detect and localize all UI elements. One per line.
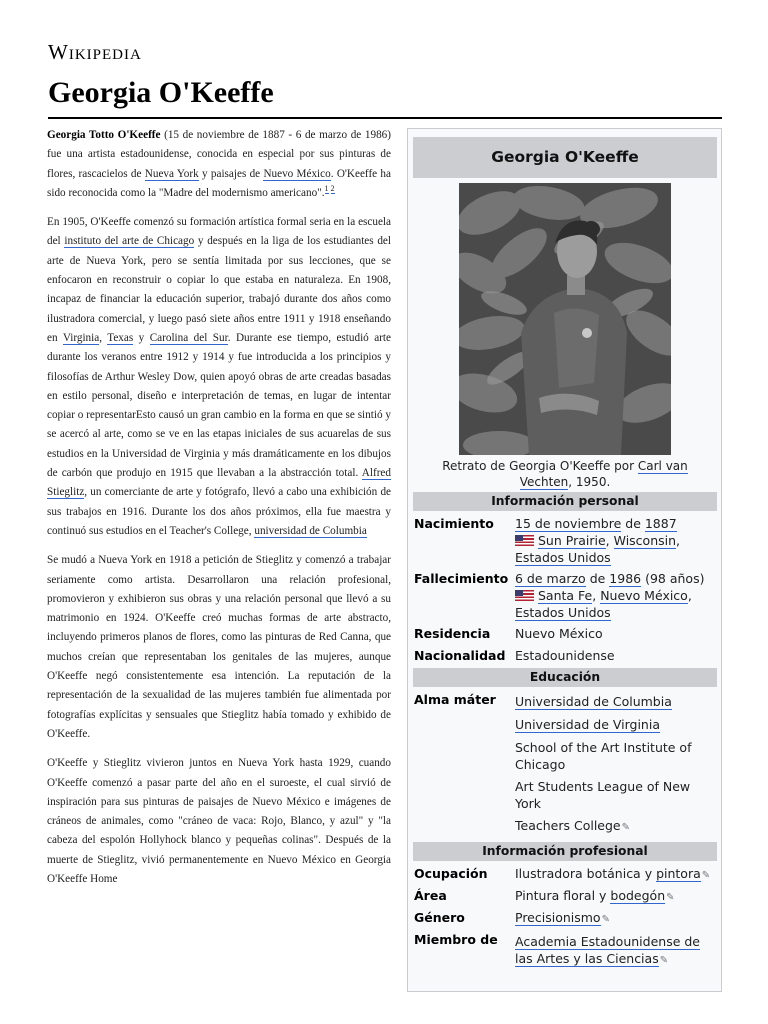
text: , [592,588,601,603]
title-divider [48,117,722,119]
label-nacionalidad: Nacionalidad [414,648,506,663]
text: Pintura floral y [515,888,611,903]
link-wisconsin[interactable]: Wisconsin [613,533,677,548]
edit-pencil-icon[interactable]: ✎ [666,892,675,903]
portrait-photo-graphic [459,183,671,455]
alma-mater-item [515,693,715,710]
paragraph-intro [47,126,391,203]
text: , [676,533,681,548]
value-nacionalidad: Estadounidense [515,648,615,663]
link-carl-van-vechten[interactable]: Carl van Vechten [519,459,688,489]
reference-1[interactable]: 1 [324,184,329,194]
link-universidad-columbia[interactable]: universidad de Columbia [254,524,367,537]
text: . Durante ese tiempo, estudió arte durante los veranos entre 1912 y 1914 y fue introducida a los principios y filosofías de Arthur Wesley Dow, quien apoyó obras de arte creadas basadas en estilo personal, diseño e interpretación de temas, en lugar de intentar copiar o representarEsto causó un gran cambio en la forma en que se sintió y se acercó al arte, como se ve en las etapas iniciales de sus acuarelas de sus estudios en la Universidad de Virginia y más dramáticamente en los dibujos de carbón que produjo en 1915 que llevaban a la abstracción total. [47,331,391,480]
text: y [133,331,150,344]
edit-pencil-icon[interactable]: ✎ [701,870,711,881]
text: , [687,588,692,603]
subject-name: Georgia Totto O'Keeffe [47,129,161,141]
label-area: Área [414,888,447,903]
link-nueva-york[interactable]: Nueva York [144,167,199,180]
link-alfred-stieglitz[interactable]: Alfred Stieglitz [47,467,391,499]
link-death-year[interactable]: 1986 [609,571,642,586]
paragraph-new-york: Se mudó a Nueva York en 1918 a petición de Stieglitz y comenzó a trabajar seriamente como artista. Desarrollaron una relación profesional, promovieron y exhibieron sus obras y una relación personal que llevó a su matrimonio en 1924. O'Keeffe creó muchas formas de arte abstracto, incluyendo primeros planos de flores, como las pinturas de Red Canna, que muchos creían que representaban los genitales de las mujeres, aunque O'Keeffe negó consistentemente esa intención. La reputación de la representación de la sexualidad de las mujeres también fue alimentada por fotografías explícitas y sensuales que Stieglitz había tomado y exhibido de O'Keeffe. [47,554,391,740]
text: (98 años) [641,571,705,586]
link-pintora[interactable]: pintora [656,866,701,881]
section-informacion-profesional: Información profesional [413,842,717,861]
link-santa-fe[interactable]: Santa Fe [538,588,593,603]
value-area [515,887,715,906]
link-sun-prairie[interactable]: Sun Prairie [538,533,606,548]
section-educacion: Educación [413,668,717,687]
value-nacimiento [515,515,715,566]
text: , 1950. [568,475,611,489]
link-nuevo-mexico[interactable]: Nuevo México [263,167,331,180]
link-birth-year[interactable]: 1887 [644,516,677,531]
usa-flag-icon [515,535,534,546]
reference-2[interactable]: 2 [330,184,335,194]
alma-mater-item: School of the Art Institute of Chicago [515,740,692,772]
alma-mater-item [515,716,715,733]
label-fallecimiento: Fallecimiento [414,571,509,586]
label-ocupacion: Ocupación [414,866,488,881]
text: y después en la liga de los estudiantes del arte de Nueva York, pero se sentía limitada por sus lecciones, que se enfocaron en reconstruir o copiar lo que estaba en naturaleza. En 1908, incapaz de financiar la educación superior, trabajó durante dos años como ilustradora comercial, y luego pasó siete años entre 1911 y 1918 enseñando en [47,235,392,344]
text: (15 de noviembre de 1887 - 6 de marzo de 1986) fue una artista estadounidense, conocida en especial por sus pinturas de flores, rascacielos de [47,129,391,180]
label-alma-mater: Alma máter [414,692,496,707]
text: En 1905, O'Keeffe comenzó su formación artística formal seria en la escuela del [47,216,391,248]
text: Retrato de Georgia O'Keeffe por [442,459,638,473]
value-fallecimiento [515,570,715,621]
paragraph-new-mexico: O'Keeffe y Stieglitz vivieron juntos en Nueva York hasta 1929, cuando O'Keeffe comenzó a pasar parte del año en el suroeste, el cual sirvió de inspiración para sus pinturas de paisajes de Nuevo México e imágenes de cráneos de animales, como "cráneo de vaca: Rojo, Blanco, y azul" y "la cabeza del espolón Hollyhock blanco y pequeñas colinas". Después de la muerte de Stieglitz, vivió permanentemente en Nuevo México en Georgia O'Keeffe Home [47,757,391,885]
value-residencia: Nuevo México [515,626,603,641]
text: de [585,571,610,586]
text: , [99,331,108,344]
infobox-title: Georgia O'Keeffe [413,137,717,178]
value-genero [515,909,715,928]
article-body [47,126,391,899]
wikipedia-wordmark[interactable]: Wikipedia [48,40,142,64]
link-virginia[interactable]: Virginia [62,331,100,344]
infobox [407,128,722,992]
portrait-caption [422,458,708,490]
section-informacion-personal: Información personal [413,492,717,511]
link-nuevo-mexico-death[interactable]: Nuevo México [600,588,688,603]
page-title: Georgia O'Keeffe [48,76,274,109]
text: , [605,533,614,548]
label-residencia: Residencia [414,626,491,641]
alma-mater-item: Art Students League of New York [515,779,691,811]
link-texas[interactable]: Texas [107,331,134,344]
label-nacimiento: Nacimiento [414,516,494,531]
text: Ilustradora botánica y [515,866,657,881]
link-death-date[interactable]: 6 de marzo [515,571,586,586]
link-instituto-arte-chicago[interactable]: instituto del arte de Chicago [64,235,195,248]
label-miembro-de: Miembro de [414,932,498,947]
link-universidad-columbia-infobox[interactable]: Universidad de Columbia [515,694,672,709]
link-precisionismo[interactable]: Precisionismo [515,910,601,925]
portrait-photo[interactable] [459,183,671,455]
text: de [621,516,645,531]
edit-pencil-icon[interactable]: ✎ [601,914,610,925]
value-ocupacion [515,865,715,884]
edit-pencil-icon[interactable]: ✎ [621,822,630,833]
alma-mater-item [515,817,715,836]
link-carolina-del-sur[interactable]: Carolina del Sur [149,331,228,344]
link-bodegon[interactable]: bodegón [610,888,666,903]
link-universidad-virginia[interactable]: Universidad de Virginia [515,717,660,732]
value-miembro-de [515,933,715,969]
link-birth-date[interactable]: 15 de noviembre [515,516,622,531]
text: , un comerciante de arte y fotógrafo, llevó a cabo una exhibición de sus trabajos en 1916. Durante los dos años próximos, ella fue maestra y continuó sus estudios en el Teacher's College, [47,486,391,537]
usa-flag-icon [515,590,534,601]
text: y paisajes de [198,167,264,180]
paragraph-education [47,213,391,541]
text: Teachers College [515,818,621,833]
text: . O'Keeffe ha sido reconocida como la "Madre del modernismo americano". [47,167,391,199]
link-estados-unidos[interactable]: Estados Unidos [515,550,611,565]
link-academia-estadounidense[interactable]: Academia Estadounidense de las Artes y las Ciencias [515,934,700,966]
edit-pencil-icon[interactable]: ✎ [659,955,669,966]
link-estados-unidos-death[interactable]: Estados Unidos [515,605,611,620]
label-genero: Género [414,910,465,925]
